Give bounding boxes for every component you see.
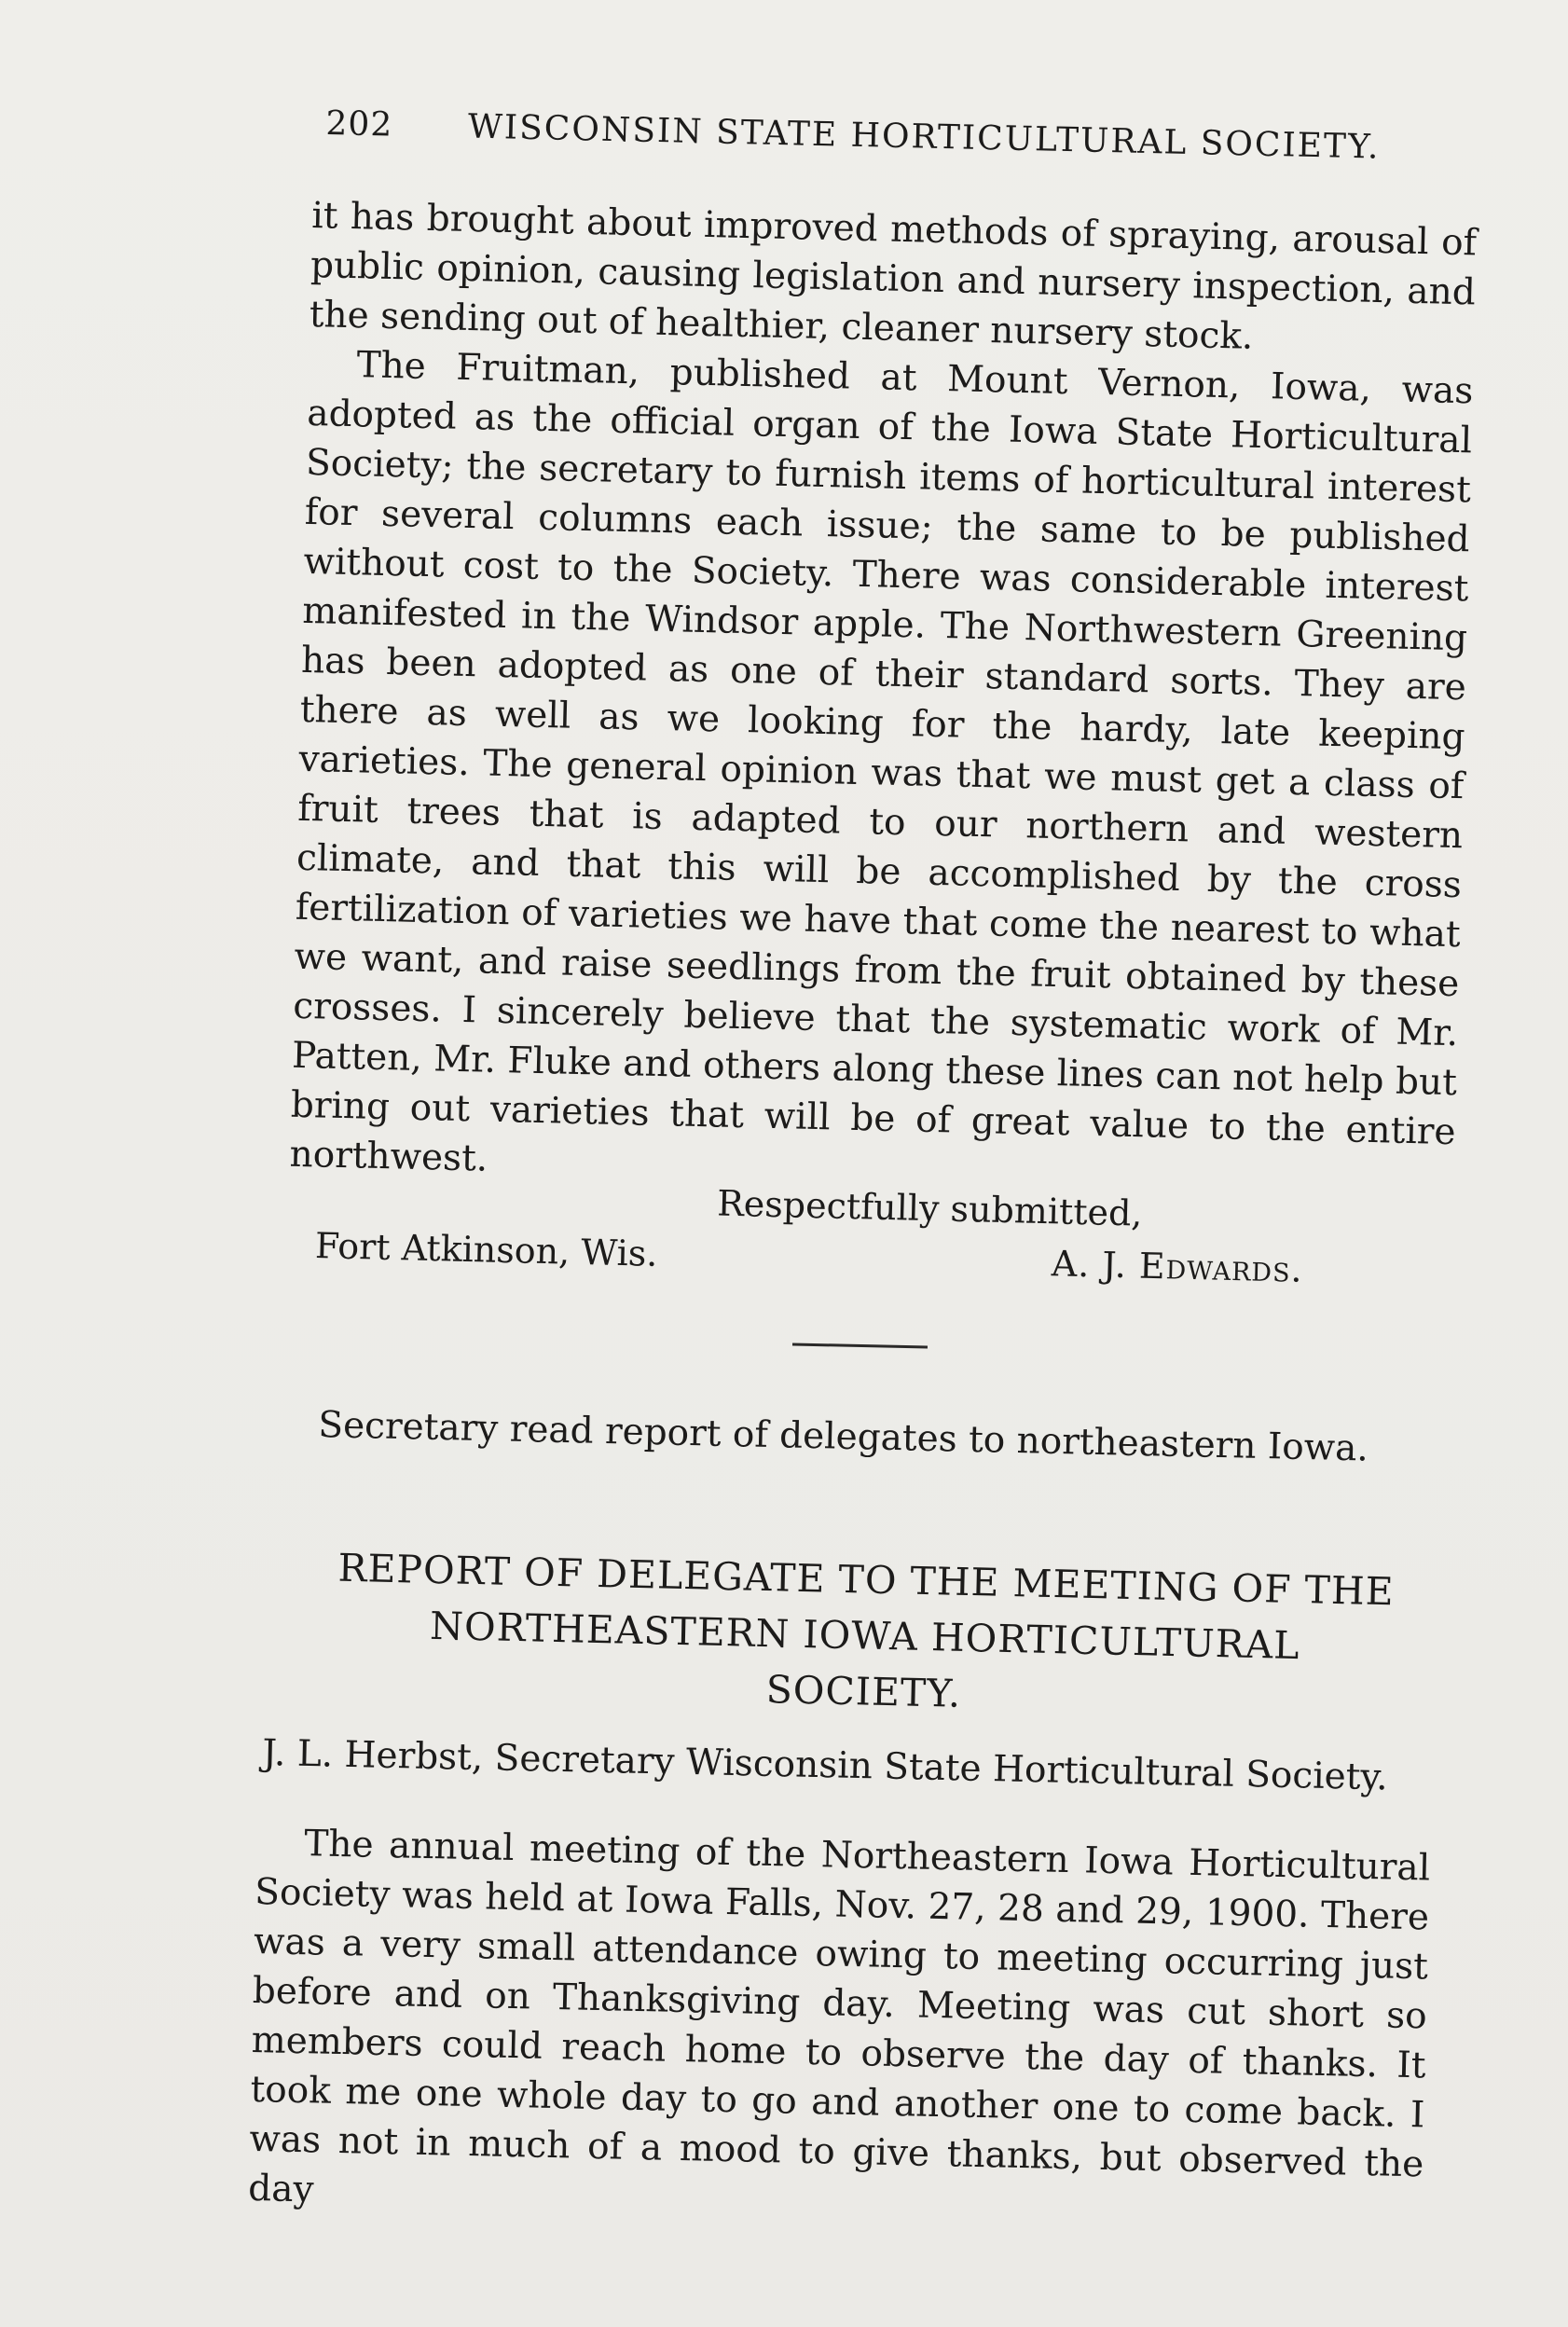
- section-divider: [792, 1342, 928, 1348]
- meeting-paragraph: The annual meeting of the Northeastern Iowa Horticultural Society was held at Iowa Falls, Nov. 27, 28 and 29, 1900. There was a very small attendance owing to meeting occurring just before and on Thanksgiving day. Meeting was cut short so members could reach home to observe the day of thanks. It took me one whole day to go and another one to come back. I was not in much of a mood to give thanks, but observed the day: [247, 1823, 1431, 2211]
- report-text: [289, 191, 1478, 1206]
- delegate-report-text: [248, 1818, 1431, 2238]
- addressee-line: J. L. Herbst, Secretary Wisconsin State Horticultural Society.: [261, 1731, 1389, 1799]
- running-title: WISCONSIN STATE HORTICULTURAL SOCIETY.: [467, 107, 1381, 167]
- running-head: [325, 104, 1381, 167]
- heading-line: NORTHEASTERN IOWA HORTICULTURAL: [429, 1603, 1300, 1669]
- author-name: A. J. Edwards.: [1051, 1243, 1304, 1290]
- heading-line: REPORT OF DELEGATE TO THE MEETING OF THE: [337, 1545, 1396, 1615]
- closing-line: Respectfully submitted,: [716, 1182, 1143, 1234]
- fruitman-paragraph: The Fruitman, published at Mount Vernon, Iowa, was adopted as the official organ of the Iowa State Horticultural Society; the secretary to furnish items of horticultural interest for several columns each issue; the same to be published without cost to the Society. There was considerable interest manifested in the Windsor apple. The Northwestern Greening has been adopted as one of their standard sorts. They are there as well as we looking for the hardy, late keeping varieties. The general opinion was that we must get a class of fruit trees that is adapted to our northern and western climate, and that this will be accomplished by the cross fertilization of varieties we have that come the nearest to what we want, and raise seedlings from the fruit obtained by these crosses. I sincerely believe that the systematic work of Mr. Patten, Mr. Fluke and others along these lines can not help but bring out varieties that will be of great value to the entire northwest.: [289, 344, 1474, 1180]
- continued-paragraph: it has brought about improved methods of spraying, arousal of public opinion, causing legislation and nursery inspection, and the sending out of healthier, cleaner nursery stock.: [309, 194, 1478, 358]
- section-heading: [267, 1538, 1464, 1733]
- place-of-signing: Fort Atkinson, Wis.: [314, 1224, 658, 1274]
- secretary-note: Secretary read report of delegates to northeastern Iowa.: [317, 1403, 1369, 1470]
- page-number: 202: [325, 104, 393, 145]
- heading-line: SOCIETY.: [765, 1667, 962, 1716]
